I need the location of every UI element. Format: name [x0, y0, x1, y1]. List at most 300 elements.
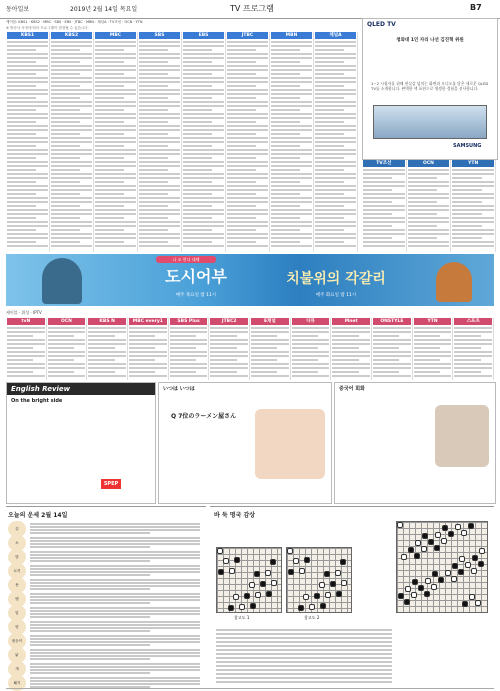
program-line — [454, 355, 492, 357]
go-stone — [255, 592, 261, 598]
program-line — [292, 331, 330, 333]
program-line — [251, 359, 277, 361]
program-line — [139, 137, 180, 139]
go-text-line — [216, 681, 392, 683]
program-line — [315, 121, 344, 123]
program-line — [414, 359, 440, 361]
program-line — [95, 185, 136, 187]
channel-header: OCN — [408, 160, 450, 167]
program-line — [373, 363, 411, 365]
schedule-column — [331, 318, 372, 380]
program-line — [315, 245, 356, 247]
program-line — [129, 339, 167, 341]
program-line — [271, 85, 300, 87]
program-line — [183, 225, 224, 227]
go-section — [210, 506, 494, 689]
program-line — [292, 327, 330, 329]
program-line — [227, 245, 268, 247]
program-line — [95, 49, 124, 51]
horoscope-text-line — [30, 663, 200, 665]
channel-header: 다큐 — [292, 318, 330, 325]
channel-header: EBS — [183, 32, 224, 39]
program-line — [271, 169, 300, 171]
schedule-column — [407, 160, 452, 252]
program-line — [7, 181, 36, 183]
program-line — [315, 225, 356, 227]
program-line — [363, 193, 405, 195]
horoscope-text-line — [30, 635, 200, 637]
horoscope-text-line — [30, 523, 200, 525]
program-line — [251, 339, 289, 341]
go-stone — [217, 548, 223, 554]
program-line — [139, 161, 180, 163]
program-line — [95, 161, 136, 163]
cable-schedule-grid — [362, 160, 496, 252]
program-line — [51, 133, 80, 135]
program-line — [414, 355, 452, 357]
program-line — [95, 45, 136, 47]
program-line — [95, 153, 136, 155]
program-line — [251, 363, 289, 365]
ad-left-subtitle: 매주 목요일 밤 11시 — [175, 293, 217, 298]
go-stone — [293, 558, 299, 564]
go-stone — [404, 599, 410, 605]
program-line — [183, 189, 224, 191]
horoscope-text-line — [30, 568, 200, 570]
program-line — [7, 65, 48, 67]
program-line — [315, 189, 356, 191]
program-line — [363, 209, 405, 211]
program-line — [452, 169, 494, 171]
program-line — [170, 371, 196, 373]
program-line — [183, 169, 212, 171]
program-line — [271, 89, 312, 91]
zodiac-sign: 돼지 — [8, 675, 26, 691]
go-stone — [270, 559, 276, 565]
program-line — [227, 181, 256, 183]
program-line — [251, 331, 289, 333]
program-line — [7, 101, 48, 103]
program-line — [7, 157, 36, 159]
program-line — [227, 89, 268, 91]
program-line — [332, 363, 370, 365]
program-line — [183, 129, 224, 131]
issue-date: 2019년 2월 14일 목요일 — [70, 6, 138, 13]
program-line — [170, 363, 208, 365]
program-line — [95, 201, 136, 203]
program-line — [139, 125, 180, 127]
program-line — [139, 113, 180, 115]
program-line — [332, 347, 358, 349]
program-line — [271, 165, 312, 167]
program-line — [170, 339, 208, 341]
go-stone — [441, 538, 447, 544]
program-line — [139, 109, 168, 111]
go-stone — [412, 579, 418, 585]
program-line — [88, 363, 126, 365]
program-line — [7, 197, 48, 199]
schedule-column — [87, 318, 128, 380]
go-text-line — [216, 665, 392, 667]
program-line — [183, 181, 212, 183]
program-line — [95, 221, 136, 223]
program-line — [315, 65, 356, 67]
program-line — [129, 363, 167, 365]
program-line — [227, 101, 268, 103]
horoscope-text-line — [30, 624, 200, 626]
go-stone — [414, 553, 420, 559]
go-text-line — [216, 645, 392, 647]
program-line — [88, 327, 126, 329]
horoscope-text-line — [30, 574, 150, 576]
go-stone — [239, 604, 245, 610]
qled-body: 1~2 시청자를 위해 현실감 넘치는 화면과 오디오를 담은 새로운 QLED TV를 소개합니다. 완벽한 색 표현으로 생생한 경험을 선사합니다. — [371, 81, 489, 91]
program-line — [95, 217, 124, 219]
go-text-line — [216, 633, 392, 635]
program-line — [183, 237, 224, 239]
program-line — [227, 93, 268, 95]
program-line — [452, 189, 481, 191]
program-line — [315, 217, 344, 219]
go-stone — [303, 594, 309, 600]
program-line — [95, 237, 136, 239]
program-line — [95, 209, 136, 211]
program-line — [408, 213, 437, 215]
program-line — [315, 125, 356, 127]
program-line — [95, 113, 136, 115]
program-line — [95, 181, 124, 183]
program-line — [414, 363, 452, 365]
program-line — [139, 181, 168, 183]
program-line — [414, 339, 452, 341]
program-line — [452, 237, 481, 239]
program-line — [7, 327, 45, 329]
go-stone — [478, 561, 484, 567]
program-line — [139, 81, 180, 83]
program-line — [414, 375, 452, 377]
program-line — [332, 355, 370, 357]
program-line — [7, 105, 48, 107]
go-stone — [434, 545, 440, 551]
program-line — [315, 101, 356, 103]
program-line — [315, 129, 356, 131]
program-line — [95, 205, 124, 207]
program-line — [95, 53, 136, 55]
program-line — [251, 355, 289, 357]
zodiac-sign: 범 — [8, 549, 26, 565]
program-line — [227, 165, 268, 167]
program-line — [51, 77, 92, 79]
program-line — [183, 137, 224, 139]
program-line — [95, 121, 124, 123]
program-line — [408, 173, 450, 175]
program-line — [210, 343, 248, 345]
program-line — [7, 169, 36, 171]
program-line — [408, 181, 450, 183]
program-line — [139, 153, 180, 155]
schedule-column — [250, 318, 291, 380]
horoscope-text-line — [30, 557, 200, 559]
zodiac-sign: 토끼 — [8, 563, 26, 579]
go-stone — [425, 578, 431, 584]
program-line — [51, 221, 92, 223]
go-text-line — [216, 629, 392, 631]
program-line — [51, 173, 92, 175]
go-stone — [229, 568, 235, 574]
program-line — [315, 97, 344, 99]
program-line — [183, 145, 212, 147]
go-text-line — [216, 649, 392, 651]
program-line — [139, 173, 180, 175]
program-line — [315, 41, 356, 43]
program-line — [315, 105, 356, 107]
program-line — [95, 141, 136, 143]
program-line — [7, 109, 36, 111]
channel-header: Mnet — [332, 318, 370, 325]
program-line — [315, 45, 356, 47]
program-line — [227, 97, 256, 99]
schedule-column — [451, 160, 496, 252]
program-line — [7, 145, 36, 147]
go-stone — [424, 591, 430, 597]
program-line — [363, 225, 392, 227]
program-line — [51, 57, 92, 59]
program-line — [227, 41, 268, 43]
program-line — [408, 189, 437, 191]
program-line — [170, 367, 208, 369]
program-line — [227, 213, 268, 215]
program-line — [271, 97, 300, 99]
program-line — [88, 343, 126, 345]
program-line — [363, 229, 405, 231]
program-line — [7, 149, 48, 151]
program-line — [315, 113, 356, 115]
program-line — [373, 355, 411, 357]
zodiac-sign: 원숭이 — [8, 633, 26, 649]
program-line — [227, 77, 268, 79]
program-line — [88, 339, 126, 341]
program-line — [139, 157, 168, 159]
program-line — [315, 229, 344, 231]
program-line — [7, 121, 36, 123]
program-line — [271, 245, 312, 247]
program-line — [51, 93, 92, 95]
program-line — [227, 113, 268, 115]
program-line — [183, 133, 212, 135]
program-line — [271, 65, 312, 67]
program-line — [271, 129, 312, 131]
schedule-column — [372, 318, 413, 380]
program-line — [363, 241, 405, 243]
program-line — [227, 217, 256, 219]
program-line — [183, 77, 224, 79]
program-line — [95, 145, 124, 147]
program-line — [251, 367, 289, 369]
program-line — [210, 347, 236, 349]
go-board-caption: 참고도 1 — [234, 615, 250, 620]
program-line — [183, 125, 224, 127]
schedule-column — [314, 32, 358, 252]
program-line — [139, 225, 180, 227]
program-line — [363, 197, 405, 199]
program-line — [292, 347, 318, 349]
program-line — [292, 363, 330, 365]
program-line — [139, 97, 168, 99]
horoscope-text-line — [30, 560, 150, 562]
schedule-column — [291, 318, 332, 380]
program-line — [139, 169, 168, 171]
program-line — [315, 169, 344, 171]
program-ad-banner — [6, 254, 494, 306]
program-line — [51, 161, 92, 163]
program-line — [271, 225, 312, 227]
channel-header: MBC — [95, 32, 136, 39]
program-line — [139, 93, 180, 95]
program-line — [7, 225, 48, 227]
zodiac-sign: 뱀 — [8, 591, 26, 607]
program-line — [88, 359, 114, 361]
program-line — [95, 241, 124, 243]
horoscope-text-line — [30, 652, 200, 654]
program-line — [48, 343, 86, 345]
horoscope-text-line — [30, 666, 200, 668]
program-line — [139, 177, 180, 179]
program-line — [139, 213, 180, 215]
program-line — [139, 73, 168, 75]
go-stone — [234, 557, 240, 563]
horoscope-text-line — [30, 627, 200, 629]
go-stone — [471, 568, 477, 574]
program-line — [183, 49, 212, 51]
schedule-column — [138, 32, 182, 252]
program-line — [95, 69, 136, 71]
program-line — [271, 237, 312, 239]
program-line — [7, 241, 36, 243]
program-line — [227, 125, 268, 127]
program-line — [315, 81, 356, 83]
program-line — [227, 197, 268, 199]
horoscope-text-line — [30, 532, 150, 534]
program-line — [95, 229, 124, 231]
horoscope-text-line — [30, 644, 150, 646]
program-line — [227, 105, 268, 107]
program-line — [139, 233, 180, 235]
program-line — [227, 153, 268, 155]
program-line — [315, 49, 344, 51]
program-line — [363, 185, 405, 187]
program-line — [129, 343, 167, 345]
program-line — [210, 327, 248, 329]
program-line — [414, 335, 440, 337]
program-line — [183, 161, 224, 163]
program-line — [7, 331, 45, 333]
program-line — [183, 185, 224, 187]
program-line — [292, 371, 318, 373]
program-line — [183, 165, 224, 167]
program-line — [7, 355, 45, 357]
program-line — [292, 339, 330, 341]
program-line — [51, 89, 92, 91]
program-line — [315, 201, 356, 203]
channel-header: SBS — [139, 32, 180, 39]
program-line — [129, 351, 167, 353]
program-line — [373, 339, 411, 341]
go-stone — [314, 593, 320, 599]
program-line — [51, 41, 92, 43]
program-line — [51, 157, 80, 159]
program-line — [251, 351, 289, 353]
program-line — [452, 201, 481, 203]
program-line — [271, 205, 300, 207]
channel-header: KBS1 — [7, 32, 48, 39]
program-line — [183, 205, 212, 207]
program-line — [95, 89, 136, 91]
program-line — [271, 133, 300, 135]
channel-header: E채널 — [251, 318, 289, 325]
program-line — [129, 375, 167, 377]
program-line — [51, 209, 92, 211]
program-line — [292, 355, 330, 357]
program-line — [271, 77, 312, 79]
program-line — [408, 169, 450, 171]
program-line — [373, 359, 399, 361]
program-line — [227, 193, 256, 195]
horoscope-text-line — [30, 672, 150, 674]
go-stone — [218, 569, 224, 575]
program-line — [139, 193, 168, 195]
program-line — [51, 237, 92, 239]
program-line — [7, 165, 48, 167]
go-stone — [397, 522, 403, 528]
program-line — [7, 371, 33, 373]
program-line — [7, 85, 36, 87]
schedule-column — [6, 318, 47, 380]
program-line — [363, 233, 405, 235]
program-line — [210, 331, 248, 333]
program-line — [7, 185, 48, 187]
program-line — [51, 129, 92, 131]
program-line — [227, 121, 256, 123]
program-line — [227, 161, 268, 163]
english-review-subtitle: On the bright side — [11, 398, 63, 404]
program-line — [7, 229, 36, 231]
program-line — [170, 359, 196, 361]
program-line — [271, 209, 312, 211]
program-line — [51, 49, 80, 51]
go-stone — [298, 605, 304, 611]
horoscope-text-line — [30, 613, 200, 615]
program-line — [315, 173, 356, 175]
program-line — [315, 149, 356, 151]
go-stone — [475, 600, 481, 606]
go-stone — [408, 547, 414, 553]
program-line — [271, 173, 312, 175]
program-line — [271, 45, 312, 47]
program-line — [332, 335, 358, 337]
program-line — [227, 49, 256, 51]
program-line — [315, 93, 356, 95]
program-line — [7, 375, 45, 377]
qled-title: QLED TV — [367, 21, 396, 28]
program-line — [170, 375, 208, 377]
go-text-line — [216, 673, 392, 675]
program-line — [315, 181, 344, 183]
program-line — [183, 149, 224, 151]
program-line — [251, 375, 289, 377]
program-line — [227, 229, 256, 231]
program-line — [183, 197, 224, 199]
program-line — [183, 241, 212, 243]
